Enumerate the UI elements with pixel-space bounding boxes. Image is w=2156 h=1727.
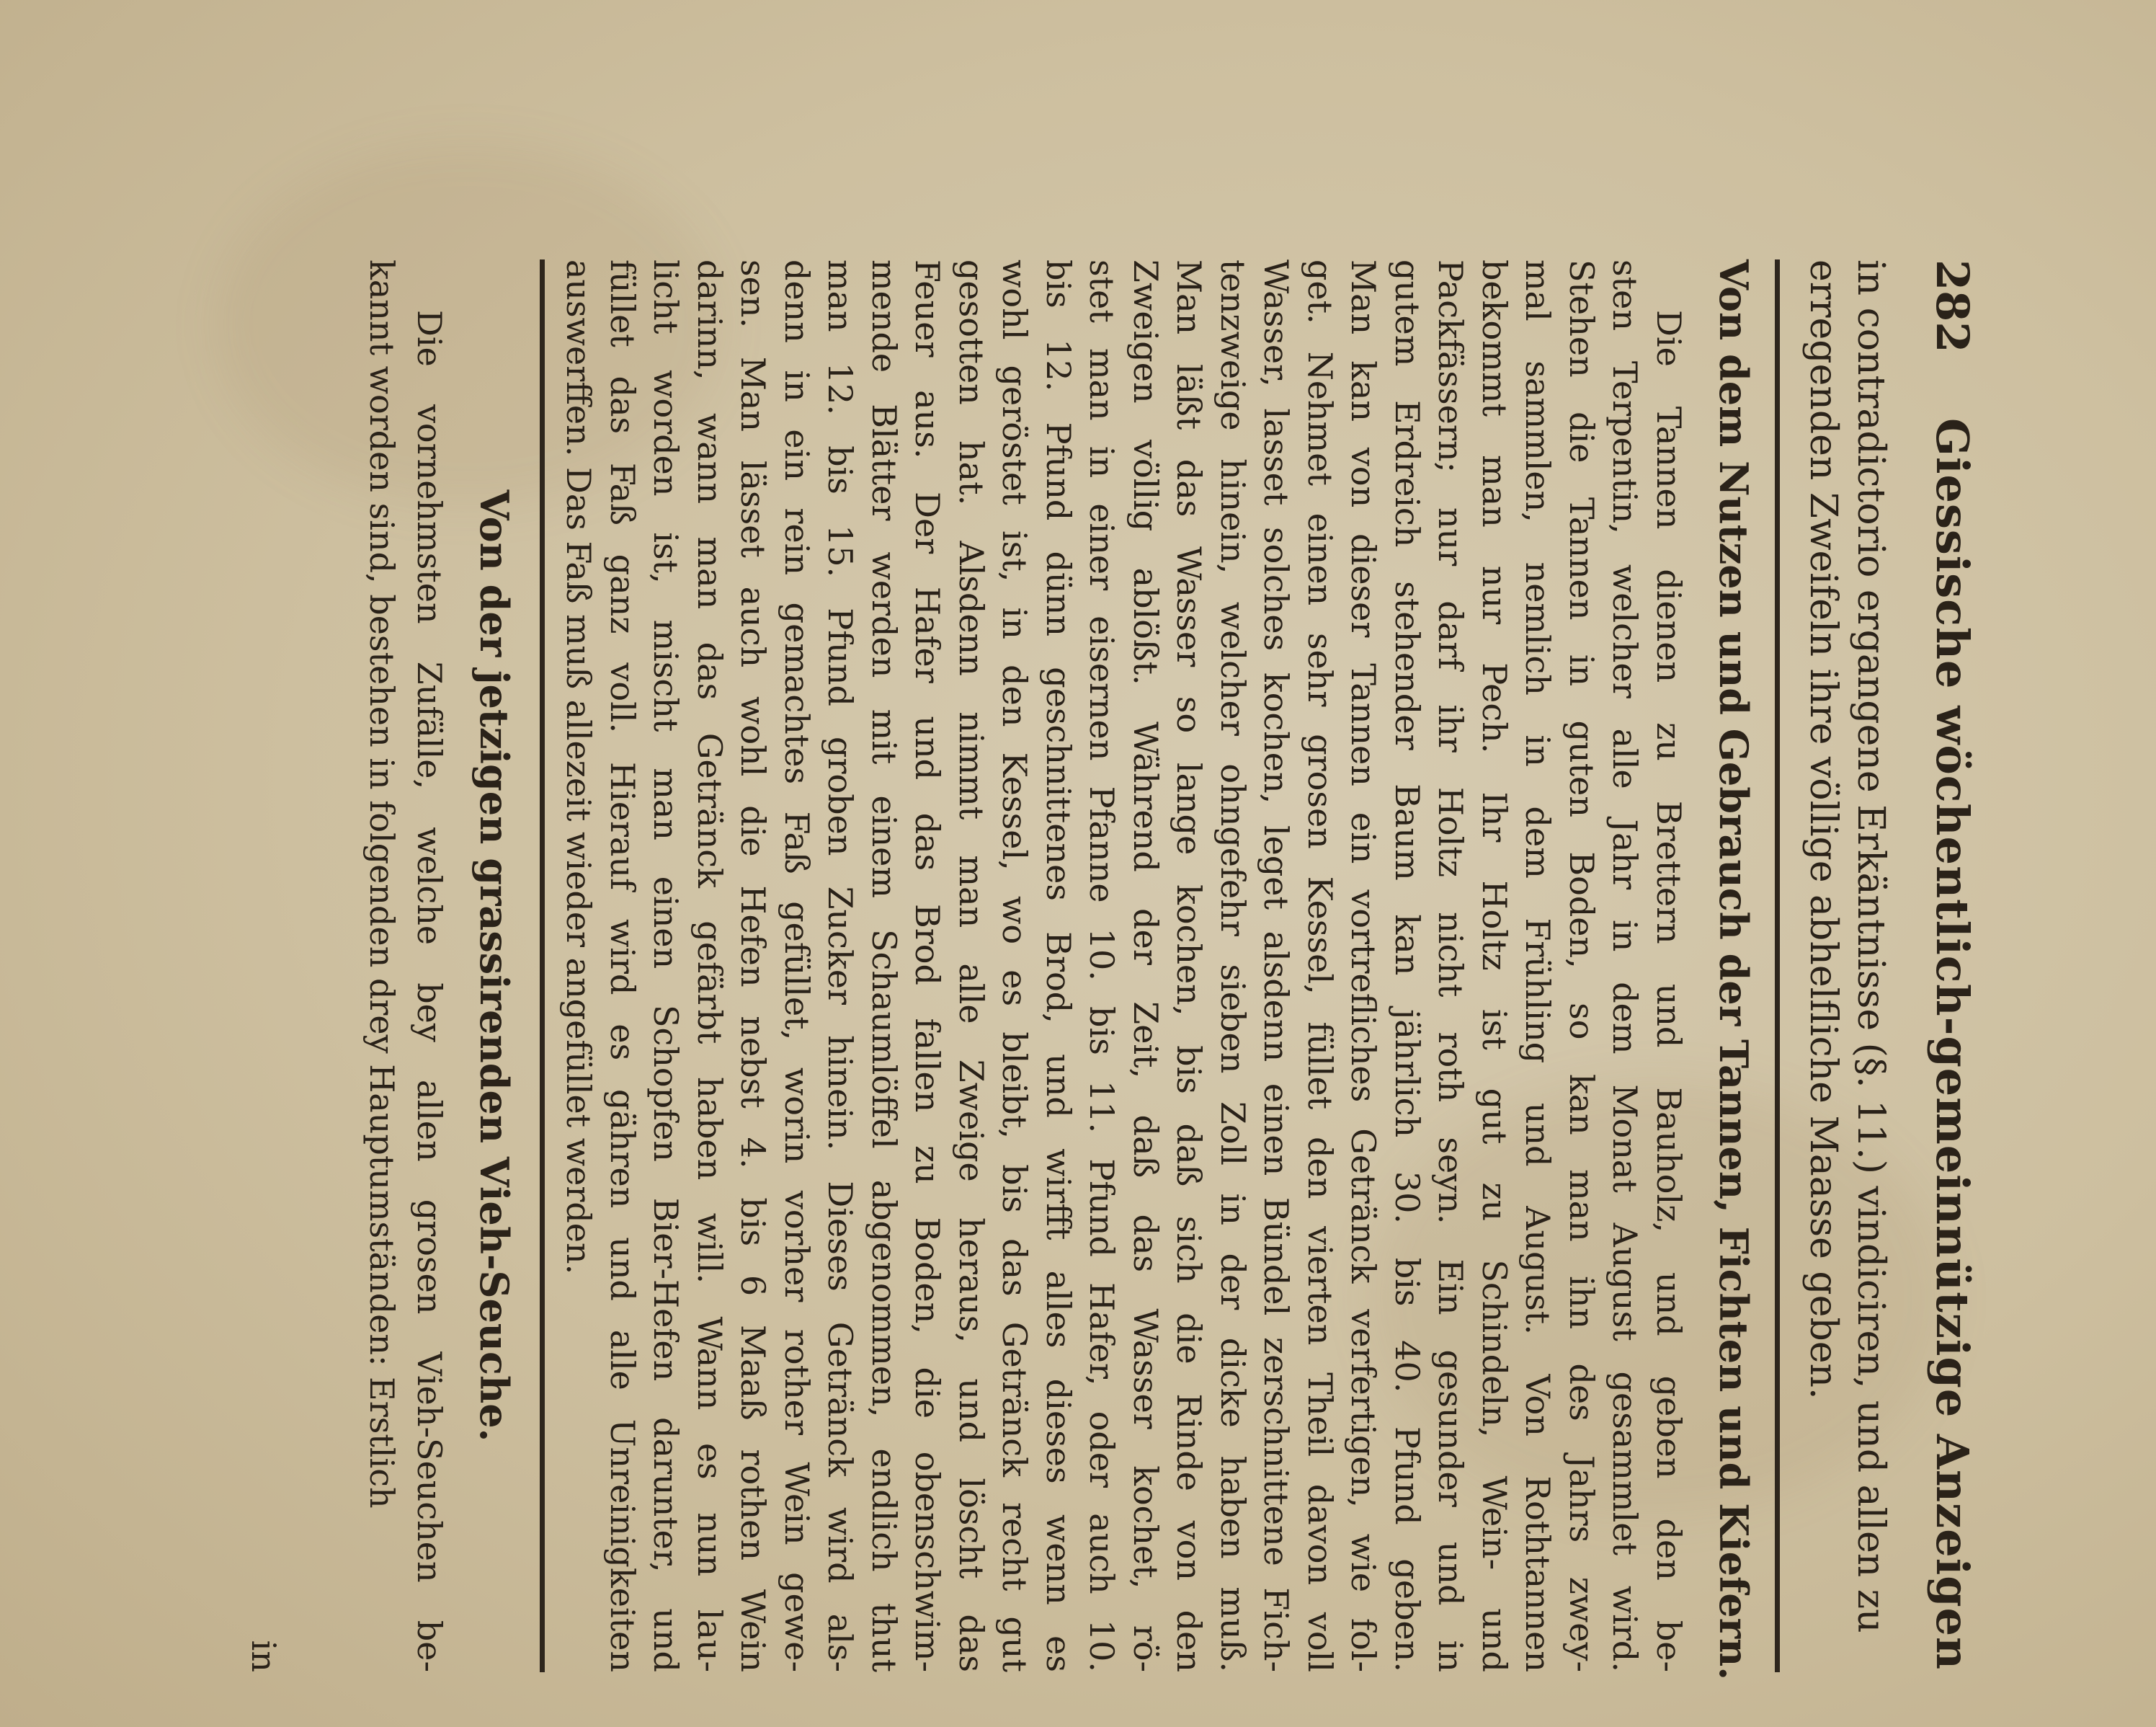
intro-line: in contradictorio ergangene Erkäntnisse (§. 11.) vindiciren, und allen zu: [1849, 259, 1892, 1633]
body-line: bekommt man nur Pech. Ihr Holtz ist gut zu Schindeln, Wein- und: [1475, 259, 1514, 1672]
body-line: wohl geröstet ist, in den Kessel, wo es bleibt, bis das Getränck recht gut: [995, 259, 1035, 1672]
body-line: auswerffen. Das Faß muß allezeit wieder angefüllet werden.: [559, 259, 599, 1275]
catchword: in: [244, 1640, 283, 1672]
body-line: Packfässern; nur darf ihr Holtz nicht roth seyn. Ein gesunder und in: [1431, 259, 1471, 1672]
body-line: sen. Man lässet auch wohl die Hefen nebst 4. bis 6 Maaß rothen Wein: [734, 259, 773, 1672]
body-line: Wasser, lasset solches kochen, leget alsdenn einen Bündel zerschnittene Fich-: [1257, 259, 1296, 1672]
body-line: licht worden ist, mischt man einen Schopfen Bier-Hefen darunter, und: [646, 259, 686, 1672]
body-line: Feuer aus. Der Hafer und das Brod fallen zu Boden, die obenschwim-: [908, 259, 948, 1672]
body-line: bis 12. Pfund dünn geschnittenes Brod, und wirfft alles dieses wenn es: [1039, 259, 1078, 1672]
body-line: stet man in einer eisernen Pfanne 10. bis 11. Pfund Hafer, oder auch 10.: [1082, 259, 1122, 1672]
body-line: füllet das Faß ganz voll. Hierauf wird es gähren und alle Unreinigkeiten: [603, 259, 642, 1672]
body-line: Man läßt das Wasser so lange kochen, bis daß sich die Rinde von den: [1170, 259, 1209, 1672]
body-line: Zweigen völlig ablößt. Während der Zeit, daß das Wasser kochet, rö-: [1126, 259, 1165, 1672]
body-line: Die Tannen dienen zu Brettern und Bauholz, und geben den be-: [1649, 310, 1688, 1672]
section-rule: [1775, 259, 1780, 1672]
body-line: get. Nehmet einen sehr grosen Kessel, füllet den vierten Theil davon voll: [1301, 259, 1340, 1672]
body-line: man 12. bis 15. Pfund groben Zucker hinein. Dieses Getränck wird als-: [821, 259, 860, 1672]
article-heading: Von dem Nutzen und Gebrauch der Tannen, Fichten und Kiefern.: [1711, 259, 1757, 1681]
body-line: Die vornehmsten Zufälle, welche bey allen grosen Vieh-Seuchen be-: [410, 310, 449, 1672]
page-number: 282: [1926, 259, 1979, 353]
article-heading: Von der jetzigen grassirenden Vieh-Seuche.: [471, 489, 517, 1442]
running-head: [1899, 259, 1979, 1672]
body-line: mende Blätter werden mit einem Schaumlöffel abgenommen, endlich thut: [865, 259, 904, 1672]
section-rule: [540, 259, 545, 1672]
running-title: Giessische wöchentlich-gemeinnützige Anzeigen: [1926, 418, 1979, 1671]
intro-line: erregenden Zweifeln ihre völlige abhelfliche Maasse geben.: [1801, 259, 1845, 1400]
body-line: mal sammlen, nemlich in dem Frühling und August. Von Rothtannen: [1518, 259, 1558, 1672]
body-line: tenzweige hinein, welcher ohngefehr sieben Zoll in der dicke haben muß.: [1213, 259, 1252, 1672]
body-line: denn in ein rein gemachtes Faß gefüllet, worin vorher rother Wein gewe-: [778, 259, 816, 1672]
rotated-text-block: [148, 259, 1979, 1681]
body-line: darinn, wann man das Getränck gefärbt haben will. Wann es nun lau-: [690, 259, 729, 1672]
body-line: Man kan von dieser Tannen ein vortrefliches Getränck verfertigen, wie fol-: [1344, 259, 1384, 1672]
body-line: Stehen die Tannen in guten Boden, so kan man ihn des Jahrs zwey-: [1562, 259, 1601, 1672]
body-line: gesotten hat. Alsdenn nimmt man alle Zweige heraus, und löscht das: [952, 259, 991, 1672]
body-line: sten Terpentin, welcher alle Jahr in dem Monat August gesammlet wird.: [1605, 259, 1645, 1672]
body-line: gutem Erdreich stehender Baum kan jährlich 30. bis 40. Pfund geben.: [1388, 259, 1427, 1672]
body-line: kannt worden sind, bestehen in folgenden drey Hauptumständen: Erstlich: [362, 259, 401, 1509]
